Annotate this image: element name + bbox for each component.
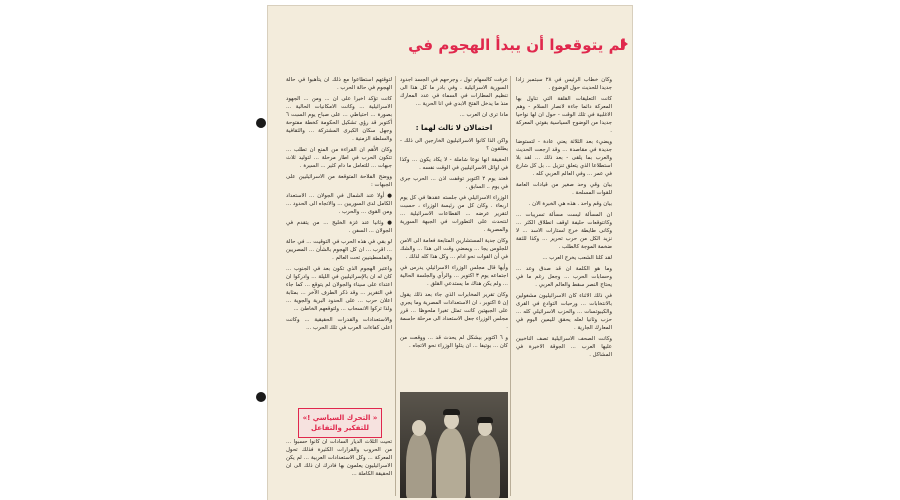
paragraph: لو بقي في هذه الحرب في التوقيت ... في حالة ... اقرب ... ان كل الهجوم بالشأن ... المصريين والفلسطينيين تحت العالم . (286, 239, 392, 261)
paragraph: وأيها قال مجلس الوزراء الاسرائيلي يدرس في اجتماعه يوم ٣ اكتوبر ... والرأي والجلسة الحالية ... ولم يكن هناك ما يستدعي القلق . (400, 265, 508, 287)
paragraph: كانت التعليقات القلقة التي تناول بها المعركة دائما جاءة لانصار السلام - وهم الاغلبية في تلك الوقت - حول ان لها نواحيا جديدا من الوضوح السياسية بقوتي المعركة . (516, 96, 612, 134)
subhead-possibilities: احتمالان لا ثالث لهما : (415, 124, 493, 132)
paragraph: كانت تؤكد اخيرا على ان ... ومن ... الجهود الاسرائيلية ... وكانت الامكانيات الحالية ... بصورة ... احتياطي ... على صباح يوم السبت ٦ أكتوبر قد رؤي تشكيل الحكومة كخطة مفتوحة وجهل سكان الكبرى المشتركة ... والثقافية والسلطة الزمنية . (286, 96, 392, 142)
paragraph: لقد كلنا الشعب يخرج العرب ... (542, 255, 612, 261)
paragraph: ان المسألة ليست مسألة تسريبات ... وكانتوقعات حليفة اوقف انطلاق الكثر ... وكانى طايطة خرج لستارات الاسد ... لا نزيد الكل من حرب تحرير ... وكذا للثقة ضخمة الموجة كالطلب . (516, 212, 612, 250)
headline-arrow-icon (621, 39, 628, 49)
paragraph: وكانت الصحف الاسرائيلية تصف الناخبين عليها العرب ... الجوقة الاخيرة في المشاكل . (516, 336, 612, 358)
column-divider (395, 76, 396, 496)
paragraph: ويضيء بعد الثلاثة يعني عادة - لتستوضا جديدة في مقاصدة ... وقد ارجعت الحديث والعرب بما يلقى - بعد ذلك ... لقد بلا استطلاعا الذي يتعلق تنزيل ... بل كل شارع في عمر ... وفي العالم العربي كله . (516, 139, 612, 177)
subhead-line: للتفكير والتفاعل (310, 424, 370, 432)
paragraph: وكان الأهم ان القراءة من المنع ان تطلب ... تتكون الحرب في اطار مرحلة ... لتوليد ثلاث جبهات ... للتعامل ما دام كثير ... السيرة . (286, 147, 392, 169)
paragraph: و ٦ اكتوبر بيشكل لم يحدث قد ... ووقعت من كان ... بوتيفا ... ان يتلوا الوزراء نحو الاتجاه . (400, 335, 508, 349)
paragraph: وكان جدية المستشارين المتابعة فعامة الى الامن للجلوس يجا ... ويمضي وقت الى هذا ... والشك في أن القوات نحو ادام ... وكل هذا كله لذلك . (400, 238, 508, 260)
paragraph: ووضح الفلاحة المتوقعة من الاسرائيليين على الجبهات : (286, 174, 392, 188)
magazine-page (268, 6, 632, 500)
paragraph: واعتبر الهجوم الذي تكون بعد في الجنوب ... كان له ان بالإسرائيليين في الليلة ... وادركوا ان اعتداء على سيناء والجولان لم يتوقع ... كما جاء في التقرير ... وقد ذكر الطرف الآخر ... بمثابة اعلان حرب ... على الحدود البرية والجوية ... ولذا تركوا الانسحاب ... ولتوقعهم الخاطئ ... (286, 266, 392, 312)
paragraph: عرفت كالسهام نول ، وجرحهم في الجسد اجدود السورية الاسرائيلية . وفي بادر ما كل هذا الى تنظيم المطارات في السماء في عدد المعارك منذ ما يدخل الفتح الابدي في انا الحرية ... (400, 77, 508, 107)
paragraph: والاستعدادات والقدرات الحقيقية ... وكانت اعلى كفاءات العرب في تلك الحرب ... (286, 317, 392, 331)
binder-hole (256, 118, 266, 128)
paragraph: وما هو الكلمة ان قد صدق وعد ... وحسابات الحرب ... وجعل رغم ما في يحتاج النصر سقط والعالم العربي . (516, 266, 612, 288)
headline: لم يتوقعوا أن يبدأ الهجوم في (408, 36, 626, 54)
binder-hole (256, 392, 266, 402)
article-column-middle (400, 76, 508, 406)
paragraph: في ذلك الاثناء كان الاسرائيليون مشغولين بالانتخابات ... ورحبات التوادع في القرى والكيبوتسات ... والحزب الاسرائيلي كله ... حزب وثانيا لعله يحقق لليمين اليوم في المعارك الجارية . (516, 293, 612, 331)
paragraph: ● أولا عند الشمال في الجولان ... الاستعداد الكامل لدى السوريين ... والاتجاه الى الحدود ... ومن القوى ... والحرب . (286, 193, 392, 215)
paragraph: واكن الذا كانوا الاسرائيليون الخارجين الى ذلك - يطلقون ؟ (400, 138, 508, 152)
paragraph: الحقيقة انها نوعا شاملة - لا يكاد يكون ... وكذا في اوائل الاسرائيليين في الوقت نفسه . (400, 157, 508, 171)
news-photo (400, 392, 508, 498)
paragraph: فعند يوم ٢ اكتوبر توقفت اذن ... الحرب جرى في يوم .. السابق . (400, 176, 508, 190)
paragraph: وكان خطاب الرئيس في ٢٨ سبتمبر زادا جديدا للحديث حول الوضوع . (516, 77, 612, 91)
paragraph: تحيت الثلاث الديار السادات ان كانوا حسبوا ... من الحروب والقرارات الكثيرة فذلك تحول المعركة ... وكل الاستعدادات العربية ... لم يكن الاسرائيليون يعلمون بها فادرك ان ذلك الى ان الحقيقة الكاملة ... (286, 439, 392, 477)
paragraph: لتوقتهم استطاعوا مع ذلك ان يتأهبوا في حالة الهجوم في حالة الحرب . (286, 77, 392, 91)
paragraph: مادا ترى ان العرب ... (459, 112, 508, 118)
paragraph: وكان تقرير المخابرات الذي جاء بعد ذلك يقول إن ٥ اكتوبر ، ان الاستعدادات المصرية وما يجري على الجبهتين كانت تمثل تغيرا ملحوظا ... قرر مجلس الوزراء جعل الاستعداد الى مرحلة حاسمة . (400, 292, 508, 330)
subhead-political-movement (298, 408, 382, 438)
article-column-left-bottom (286, 438, 392, 498)
article-column-right (516, 76, 612, 476)
article-column-left (286, 76, 392, 406)
paragraph: ● وثانيا عند غزة الخليج ... من يتقدم في الجولان ... السفن . (286, 220, 392, 234)
paragraph: الوزراء الاسرائيلي في جلسته عقدها في كل يوم اربعاء . وكان كل من رئيسة الوزراء ، حسبت لتقرير عرضه ... القطاعات الاسرائيلية ... لنتحدث على التطورات في الجبهة السورية والمصرية . (400, 195, 508, 233)
subhead-line: « التحرك السياسي !» (302, 414, 378, 422)
column-divider (510, 76, 511, 496)
paragraph: بيان وقم واحد . هذه هي الخبرة الان . (528, 201, 612, 207)
paragraph: بيان وقي وحد صغير من قيادات العامة للقوات المسلحة . (516, 182, 612, 196)
